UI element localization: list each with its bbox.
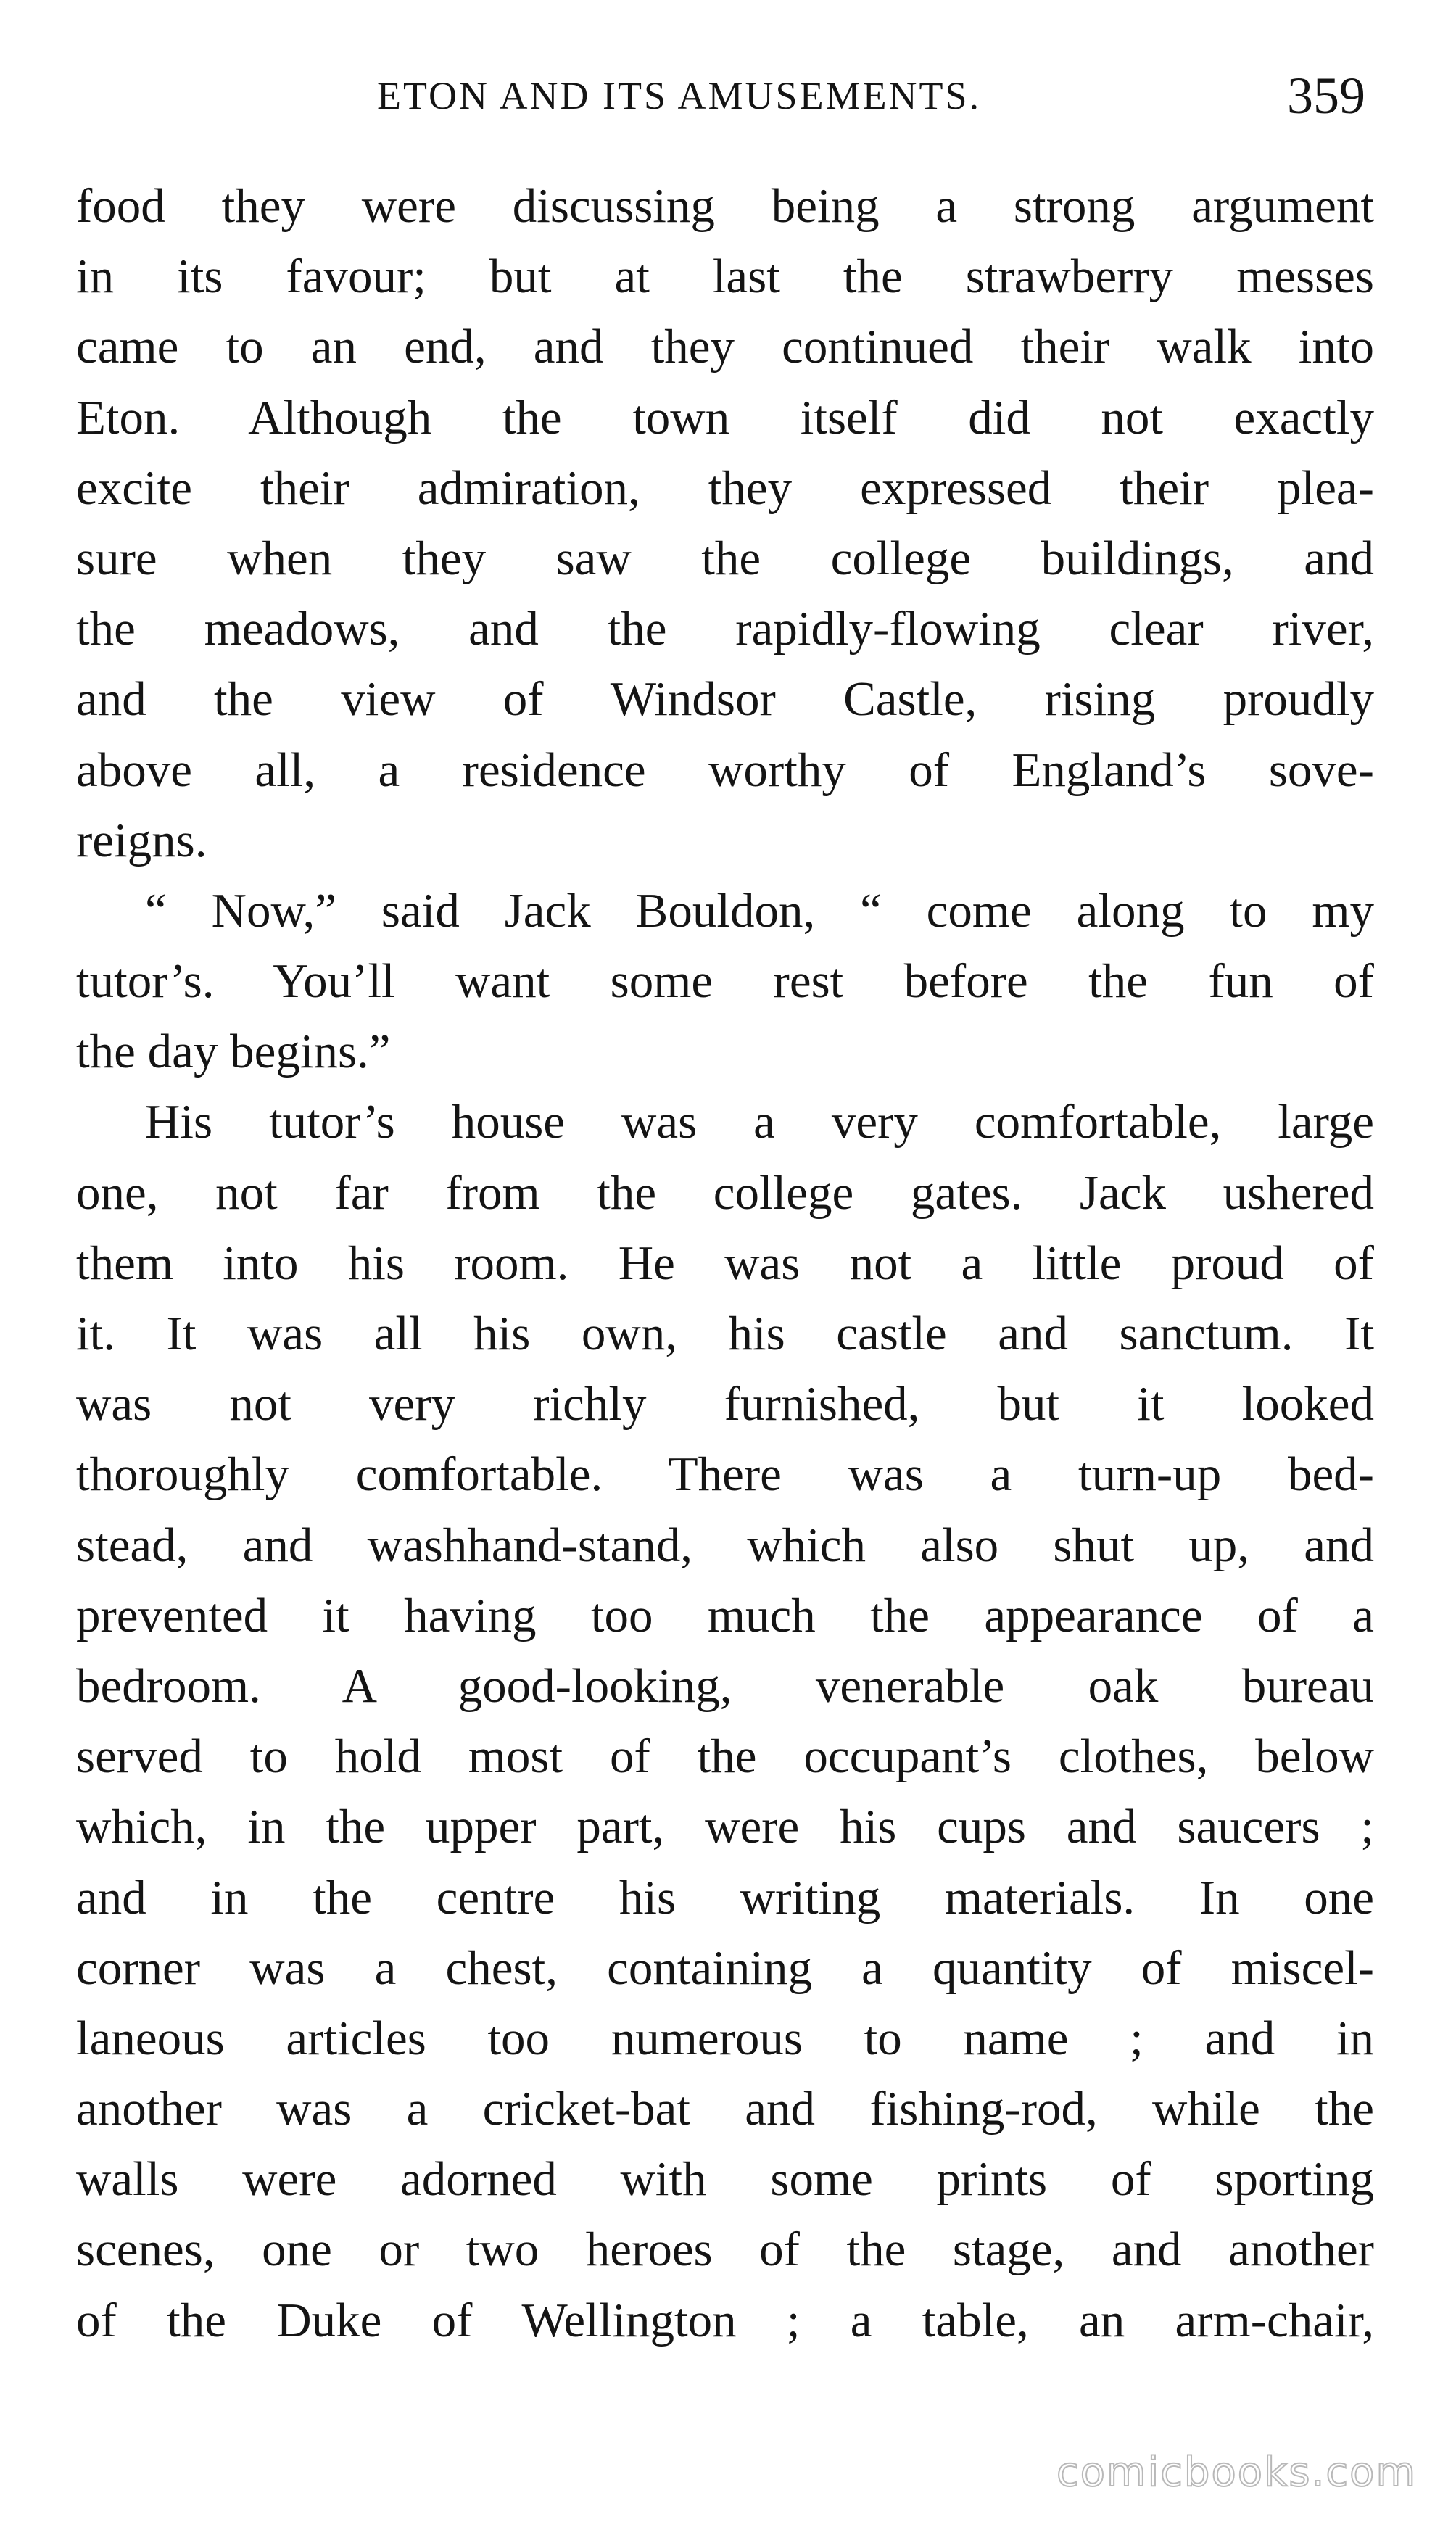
text-line: bedroom. A good-looking, venerable oak bureau [76, 1658, 1374, 1713]
text-line: came to an end, and they continued their walk into [76, 320, 1374, 374]
watermark: comicbooks.com [1056, 2449, 1417, 2496]
paragraph [76, 1087, 1374, 2355]
text-line: tutor’s. You’ll want some rest before the fun of [76, 954, 1374, 1009]
text-line: Eton. Although the town itself did not exactly [76, 390, 1374, 445]
text-line: food they were discussing being a strong argument [76, 179, 1374, 233]
text-line: sure when they saw the college buildings, and [76, 531, 1374, 585]
text-line: and in the centre his writing materials. In one [76, 1870, 1374, 1924]
text-line: served to hold most of the occupant’s clothes, below [76, 1729, 1374, 1784]
running-head [0, 67, 1456, 125]
text-line: stead, and washhand-stand, which also shut up, and [76, 1518, 1374, 1572]
text-line: “ Now,” said Jack Bouldon, “ come along to my [145, 883, 1374, 938]
text-line: His tutor’s house was a very comfortable, large [145, 1095, 1374, 1149]
text-line: which, in the upper part, were his cups and saucers ; [76, 1800, 1374, 1854]
text-line: walls were adorned with some prints of sporting [76, 2152, 1374, 2207]
text-line: excite their admiration, they expressed their plea- [76, 460, 1374, 515]
paragraph [76, 171, 1374, 876]
text-line: prevented it having too much the appearance of a [76, 1588, 1374, 1642]
text-line: in its favour; but at last the strawberry messes [76, 249, 1374, 304]
text-line: corner was a chest, containing a quantity of miscel- [76, 1940, 1374, 1995]
text-line: thoroughly comfortable. There was a turn-up bed- [76, 1447, 1374, 1502]
text-line: the meadows, and the rapidly-flowing clear river, [76, 602, 1374, 656]
text-line: reigns. [76, 813, 207, 867]
running-title: ETON AND ITS AMUSEMENTS. [377, 74, 982, 117]
text-line: it. It was all his own, his castle and sanctum. It [76, 1307, 1374, 1360]
text-line: the day begins.” [76, 1025, 391, 1079]
text-line: laneous articles too numerous to name ; and in [76, 2011, 1374, 2065]
text-line: and the view of Windsor Castle, rising proudly [76, 672, 1374, 727]
page-number: 359 [1287, 67, 1365, 125]
text-line: them into his room. He was not a little proud of [76, 1236, 1374, 1290]
body-text [76, 171, 1374, 2356]
text-line: was not very richly furnished, but it looked [76, 1377, 1374, 1431]
text-line: another was a cricket-bat and fishing-rod, while the [76, 2082, 1374, 2136]
text-line: scenes, one or two heroes of the stage, and another [76, 2223, 1374, 2277]
text-line: one, not far from the college gates. Jack ushered [76, 1165, 1374, 1220]
text-line: of the Duke of Wellington ; a table, an arm-chair, [76, 2293, 1374, 2347]
paragraph [76, 876, 1374, 1088]
text-line: above all, a residence worthy of England’s sove- [76, 743, 1374, 797]
